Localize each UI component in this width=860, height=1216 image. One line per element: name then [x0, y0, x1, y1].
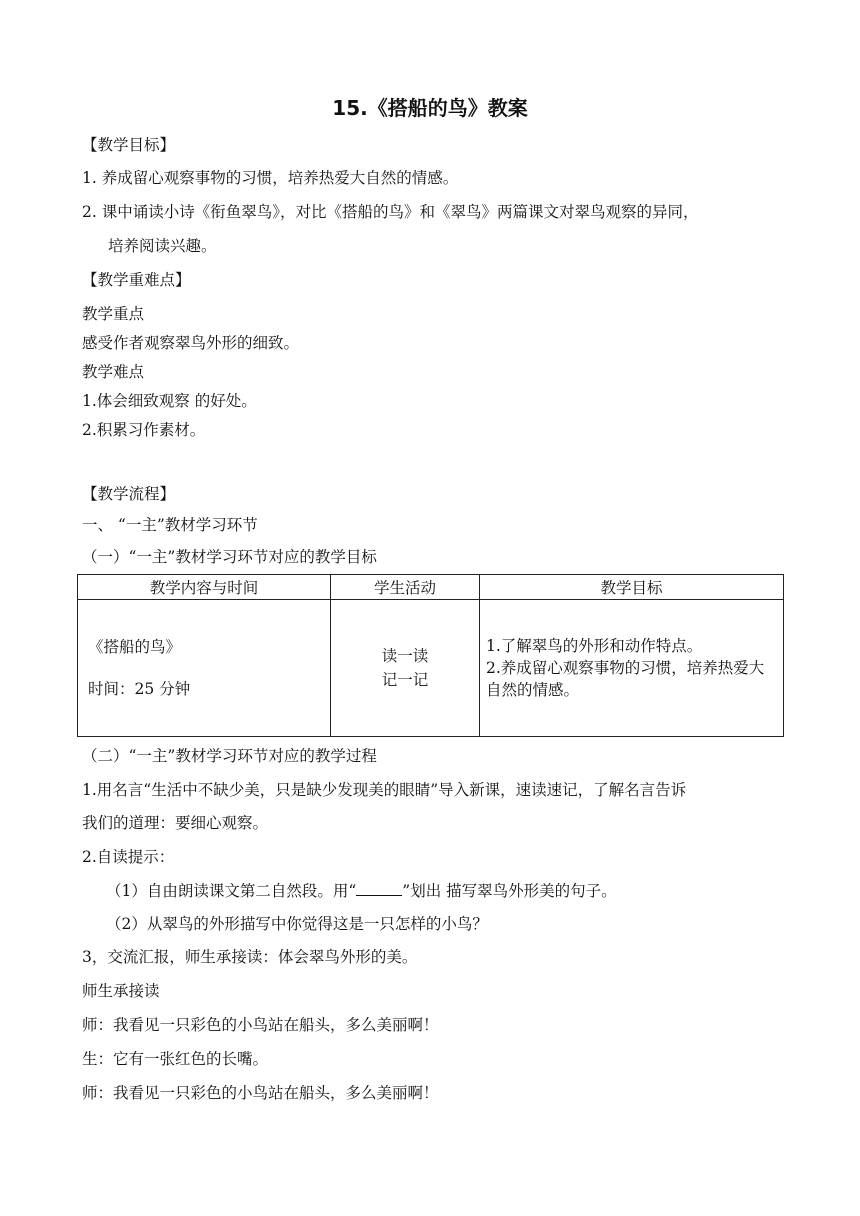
dialog-2: 生：它有一张红色的长嘴。: [82, 1050, 269, 1068]
dialog-3: 师：我看见一只彩色的小鸟站在船头，多么美丽啊！: [82, 1084, 439, 1102]
goal-2-line2: 培养阅读兴趣。: [108, 237, 217, 255]
focus-text: 感受作者观察翠鸟外形的细致。: [82, 334, 300, 352]
step-1-line2: 我们的道理：要细心观察。: [82, 814, 269, 832]
dialog-1: 师：我看见一只彩色的小鸟站在船头，多么美丽啊！: [82, 1016, 439, 1034]
underline-blank: [356, 881, 402, 896]
step-2-1-before: （1）自由朗读课文第二自然段。用“: [106, 882, 357, 900]
content-time: 时间：25 分钟: [88, 680, 191, 698]
activity-2: 记一记: [381, 671, 429, 689]
goals-table: [77, 574, 784, 737]
table-header-content: 教学内容与时间: [78, 575, 331, 600]
focus-label: 教学重点: [82, 305, 145, 323]
table-goal-2: 2.养成留心观察事物的习惯，培养热爱大自然的情感。: [486, 659, 765, 699]
activity-cell: [331, 600, 480, 737]
step-2-1-after: ”划出 描写翠鸟外形美的句子。: [402, 882, 617, 900]
subsection-1: （一）“一主”教材学习环节对应的教学目标: [82, 548, 377, 566]
content-title: 《搭船的鸟》: [88, 638, 182, 656]
goal-1: 1. 养成留心观察事物的习惯，培养热爱大自然的情感。: [82, 169, 459, 187]
difficulty-2: 2.积累习作素材。: [82, 421, 206, 439]
step-3: 3，交流汇报，师生承接读：体会翠鸟外形的美。: [82, 948, 418, 966]
section-1: 一、 “一主”教材学习环节: [82, 516, 258, 534]
difficulty-1: 1.体会细致观察 的好处。: [82, 392, 257, 410]
step-2: 2.自读提示：: [82, 848, 175, 866]
goal-cell: [480, 600, 784, 737]
goal-2-line1: 2. 课中诵读小诗《衔鱼翠鸟》，对比《搭船的鸟》和《翠鸟》两篇课文对翠鸟观察的异同，: [82, 203, 699, 221]
step-1-line1: 1.用名言“生活中不缺少美，只是缺少发现美的眼睛”导入新课，速读速记，了解名言告诉: [82, 781, 687, 799]
table-header-goal: 教学目标: [480, 575, 784, 600]
document-title: 15.《搭船的鸟》教案: [332, 96, 528, 120]
goals-header: 【教学目标】: [82, 136, 176, 154]
step-2-2: （2）从翠鸟的外形描写中你觉得这是一只怎样的小鸟？: [106, 915, 488, 933]
activity-1: 读一读: [381, 647, 429, 665]
table-goal-1: 1.了解翠鸟的外形和动作特点。: [486, 637, 703, 655]
difficulty-label: 教学难点: [82, 363, 145, 381]
table-header-activity: 学生活动: [331, 575, 480, 600]
process-header: 【教学流程】: [82, 485, 176, 503]
step-2-1: [106, 881, 617, 901]
subsection-2: （二）“一主”教材学习环节对应的教学过程: [82, 747, 377, 765]
table-row: [78, 600, 784, 737]
step-3-sub: 师生承接读: [82, 982, 160, 1000]
table-header-row: [78, 575, 784, 600]
keypoints-header: 【教学重难点】: [82, 271, 191, 289]
content-cell: [78, 600, 331, 737]
